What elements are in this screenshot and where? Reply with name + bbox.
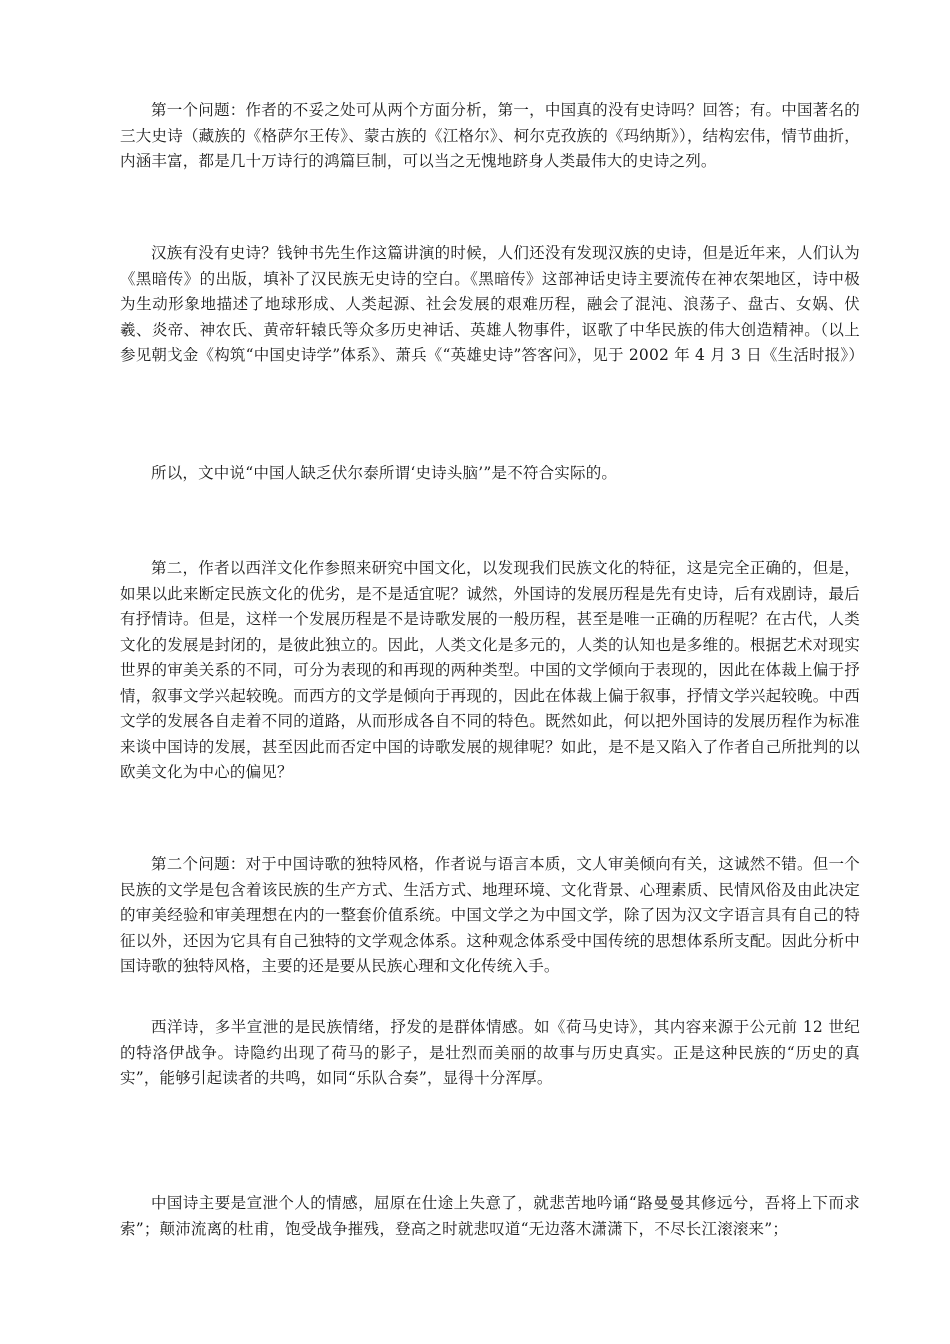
paragraph-second-point: 第二，作者以西洋文化作参照来研究中国文化，以发现我们民族文化的特征，这是完全正确的，但是，如果以此来断定民族文化的优劣，是不是适宜呢？诚然，外国诗的发展历程是先有史诗，后有戏剧诗，最后有抒情诗。但是，这样一个发展历程是不是诗歌发展的一般历程，甚至是唯一正确的历程呢？在古代，人类文化的发展是封闭的，是彼此独立的。因此，人类文化是多元的，人类的认知也是多维的。根据艺术对现实世界的审美关系的不同，可分为表现的和再现的两种类型。中国的文学倾向于表现的，因此在体裁上偏于抒情，叙事文学兴起较晚。而西方的文学是倾向于再现的，因此在体裁上偏于叙事，抒情文学兴起较晚。中西文学的发展各自走着不同的道路，从而形成各自不同的特色。既然如此，何以把外国诗的发展历程作为标准来谈中国诗的发展，甚至因此而否定中国的诗歌发展的规律呢？如此，是不是又陷入了作者自己所批判的以欧美文化为中心的偏见？ [120,559,860,781]
paragraph-first-question: 第一个问题：作者的不妥之处可从两个方面分析，第一，中国真的没有史诗吗？回答；有。中国著名的三大史诗（藏族的《格萨尔王传》、蒙古族的《江格尔》、柯尔克孜族的《玛纳斯》），结构宏伟，情节曲折，内涵丰富，都是几十万诗行的鸿篇巨制，可以当之无愧地跻身人类最伟大的史诗之列。 [120,101,860,170]
paragraph-second-question: 第二个问题：对于中国诗歌的独特风格，作者说与语言本质，文人审美倾向有关，这诚然不错。但一个民族的文学是包含着该民族的生产方式、生活方式、地理环境、文化背景、心理素质、民情风俗及由此决定的审美经验和审美理想在内的一整套价值系统。中国文学之为中国文学，除了因为汉文字语言具有自己的特征以外，还因为它具有自己独特的文学观念体系。这种观念体系受中国传统的思想体系所支配。因此分析中国诗歌的独特风格，主要的还是要从民族心理和文化传统入手。 [120,855,860,975]
paragraph-western-poetry: 西洋诗，多半宣泄的是民族情绪，抒发的是群体情感。如《荷马史诗》，其内容来源于公元前 12 世纪的特洛伊战争。诗隐约出现了荷马的影子，是壮烈而美丽的故事与历史真实。正是这种民族的“历史的真实”，能够引起读者的共鸣，如同“乐队合奏”，显得十分浑厚。 [120,1018,860,1087]
paragraph-conclusion: 所以，文中说“中国人缺乏伏尔泰所谓‘史诗头脑’”是不符合实际的。 [151,464,618,482]
paragraph-chinese-poetry: 中国诗主要是宣泄个人的情感，屈原在仕途上失意了，就悲苦地吟诵“路曼曼其修远兮，吾将上下而求索”；颠沛流离的杜甫，饱受战争摧残，登高之时就悲叹道“无边落木潇潇下，不尽长江滚滚来”； [120,1194,860,1238]
paragraph-han-epic: 汉族有没有史诗？钱钟书先生作这篇讲演的时候，人们还没有发现汉族的史诗，但是近年来，人们认为《黑暗传》的出版，填补了汉民族无史诗的空白。《黑暗传》这部神话史诗主要流传在神农架地区，诗中极为生动形象地描述了地球形成、人类起源、社会发展的艰难历程，融会了混沌、浪荡子、盘古、女娲、伏羲、炎帝、神农氏、黄帝轩辕氏等众多历史神话、英雄人物事件，讴歌了中华民族的伟大创造精神。（以上参见朝戈金《构筑“中国史诗学”体系》、萧兵《“英雄史诗”答客问》，见于 2002 年 4 月 3 日《生活时报》） [120,244,865,364]
